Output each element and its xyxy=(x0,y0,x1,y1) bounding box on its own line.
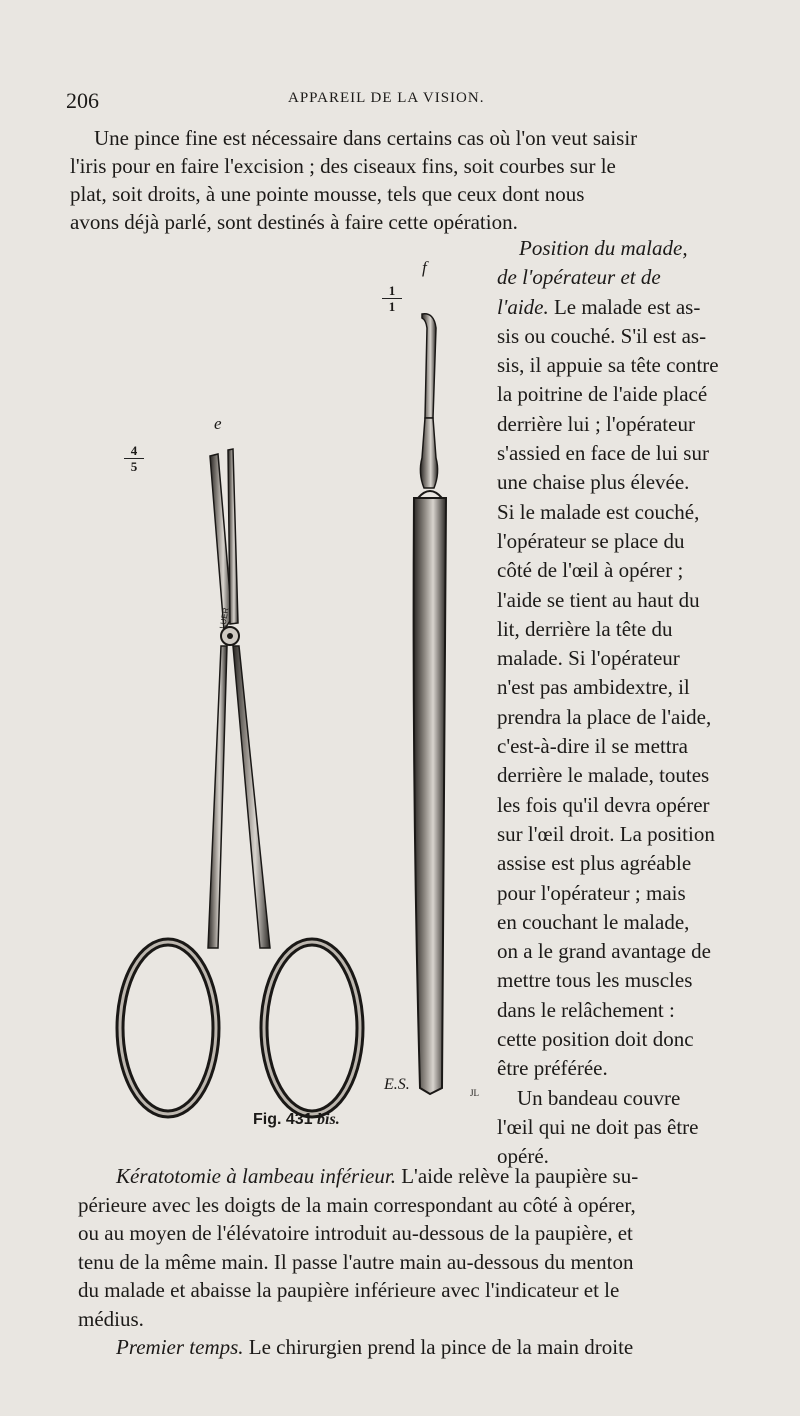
text-line: être préférée. xyxy=(497,1056,608,1081)
scale-fraction-f xyxy=(382,284,402,313)
text-line: on a le grand avantage de xyxy=(497,939,711,964)
text-line: assise est plus agréable xyxy=(497,851,692,876)
text-line: la poitrine de l'aide placé xyxy=(497,382,708,407)
text-line: l'aide se tient au haut du xyxy=(497,587,700,612)
text-line: mettre tous les muscles xyxy=(497,968,693,993)
text-line: sis, il appuie sa tête contre xyxy=(497,353,719,378)
scale-fraction-e xyxy=(124,444,144,473)
figure-label-f: f xyxy=(422,258,427,277)
text-line: tenu de la même main. Il passe l'autre main au-dessous du menton xyxy=(78,1249,634,1274)
engraver-signature: E.S. xyxy=(384,1076,410,1093)
section-heading: Premier temps. xyxy=(116,1335,244,1359)
side-column-text xyxy=(497,234,763,1172)
text-line: sur l'œil droit. La position xyxy=(497,821,715,846)
text-line: opéré. xyxy=(497,1144,549,1169)
text-line xyxy=(78,1162,768,1191)
scale-denominator: 1 xyxy=(388,299,396,314)
text-line: c'est-à-dire il se mettra xyxy=(497,734,688,759)
text-line: Si le malade est couché, xyxy=(497,499,700,524)
text-line: l'œil qui ne doit pas être xyxy=(497,1114,699,1139)
page-header xyxy=(66,84,766,114)
text-fragment: Le chirurgien prend la pince de la main droite xyxy=(243,1335,634,1359)
elevator-instrument-icon xyxy=(414,314,446,1094)
text-line: une chaise plus élevée. xyxy=(497,470,690,495)
text-line: médius. xyxy=(78,1306,144,1331)
text-line xyxy=(497,293,763,322)
text-line: sis ou couché. S'il est as- xyxy=(497,323,707,348)
section-heading-line xyxy=(497,234,763,263)
text-line: cette position doit donc xyxy=(497,1027,694,1052)
section-heading: de l'opérateur et de xyxy=(497,265,661,290)
text-line: périeure avec les doigts de la main correspondant au côté à opérer, xyxy=(78,1192,636,1217)
figure-label-e: e xyxy=(214,414,222,433)
section-heading: Position du malade, xyxy=(519,236,688,260)
scale-denominator: 5 xyxy=(130,459,138,474)
caption-suffix: bis. xyxy=(317,1111,340,1128)
figure-caption xyxy=(253,1111,340,1129)
text-line: l'iris pour en faire l'excision ; des ciseaux fins, soit courbes sur le xyxy=(70,154,616,178)
text-line: prendra la place de l'aide, xyxy=(497,704,712,729)
scale-numerator: 4 xyxy=(130,443,138,458)
text-line: côté de l'œil à opérer ; xyxy=(497,558,684,583)
text-line: l'opérateur se place du xyxy=(497,528,685,553)
text-line: derrière le malade, toutes xyxy=(497,763,710,788)
text-line: plat, soit droits, à une pointe mousse, tels que ceux dont nous xyxy=(70,182,585,206)
text-fragment: Le malade est as- xyxy=(548,294,701,319)
text-line: Un bandeau couvre xyxy=(517,1085,681,1110)
text-line: les fois qu'il devra opérer xyxy=(497,792,710,817)
page-number: 206 xyxy=(66,88,99,113)
text-line: n'est pas ambidextre, il xyxy=(497,675,690,700)
blade-marking: LUER xyxy=(218,606,231,630)
scale-numerator: 1 xyxy=(388,283,396,298)
text-line: dans le relâchement : xyxy=(497,997,675,1022)
intro-paragraph xyxy=(70,124,760,236)
text-line: s'assied en face de lui sur xyxy=(497,441,709,466)
text-line: pour l'opérateur ; mais xyxy=(497,880,686,905)
scissors-icon xyxy=(120,449,360,1114)
section-heading: l'aide. xyxy=(497,294,549,319)
caption-prefix: Fig. 431 xyxy=(253,1111,313,1128)
section-heading: Kératotomie à lambeau inférieur. xyxy=(116,1164,396,1188)
text-line: du malade et abaisse la paupière inférieure avec l'indicateur et le xyxy=(78,1278,620,1302)
figure-431-bis xyxy=(100,258,500,1138)
text-line xyxy=(78,1333,768,1362)
text-line: lit, derrière la tête du xyxy=(497,616,673,641)
instrument-illustration xyxy=(100,258,500,1138)
keratotomy-paragraph xyxy=(78,1162,768,1362)
text-fragment: L'aide relève la paupière su- xyxy=(395,1164,639,1188)
engraver-mark: JL xyxy=(470,1088,479,1098)
text-line: en couchant le malade, xyxy=(497,909,690,934)
text-line: derrière lui ; l'opérateur xyxy=(497,411,695,436)
text-line: avons déjà parlé, sont destinés à faire cette opération. xyxy=(70,210,518,234)
text-line: malade. Si l'opérateur xyxy=(497,646,680,671)
section-heading-line xyxy=(497,263,763,292)
text-line: Une pince fine est nécessaire dans certains cas où l'on veut saisir xyxy=(94,126,638,150)
running-title: APPAREIL DE LA VISION. xyxy=(288,90,485,106)
text-line: ou au moyen de l'élévatoire introduit au-dessous de la paupière, et xyxy=(78,1221,633,1245)
